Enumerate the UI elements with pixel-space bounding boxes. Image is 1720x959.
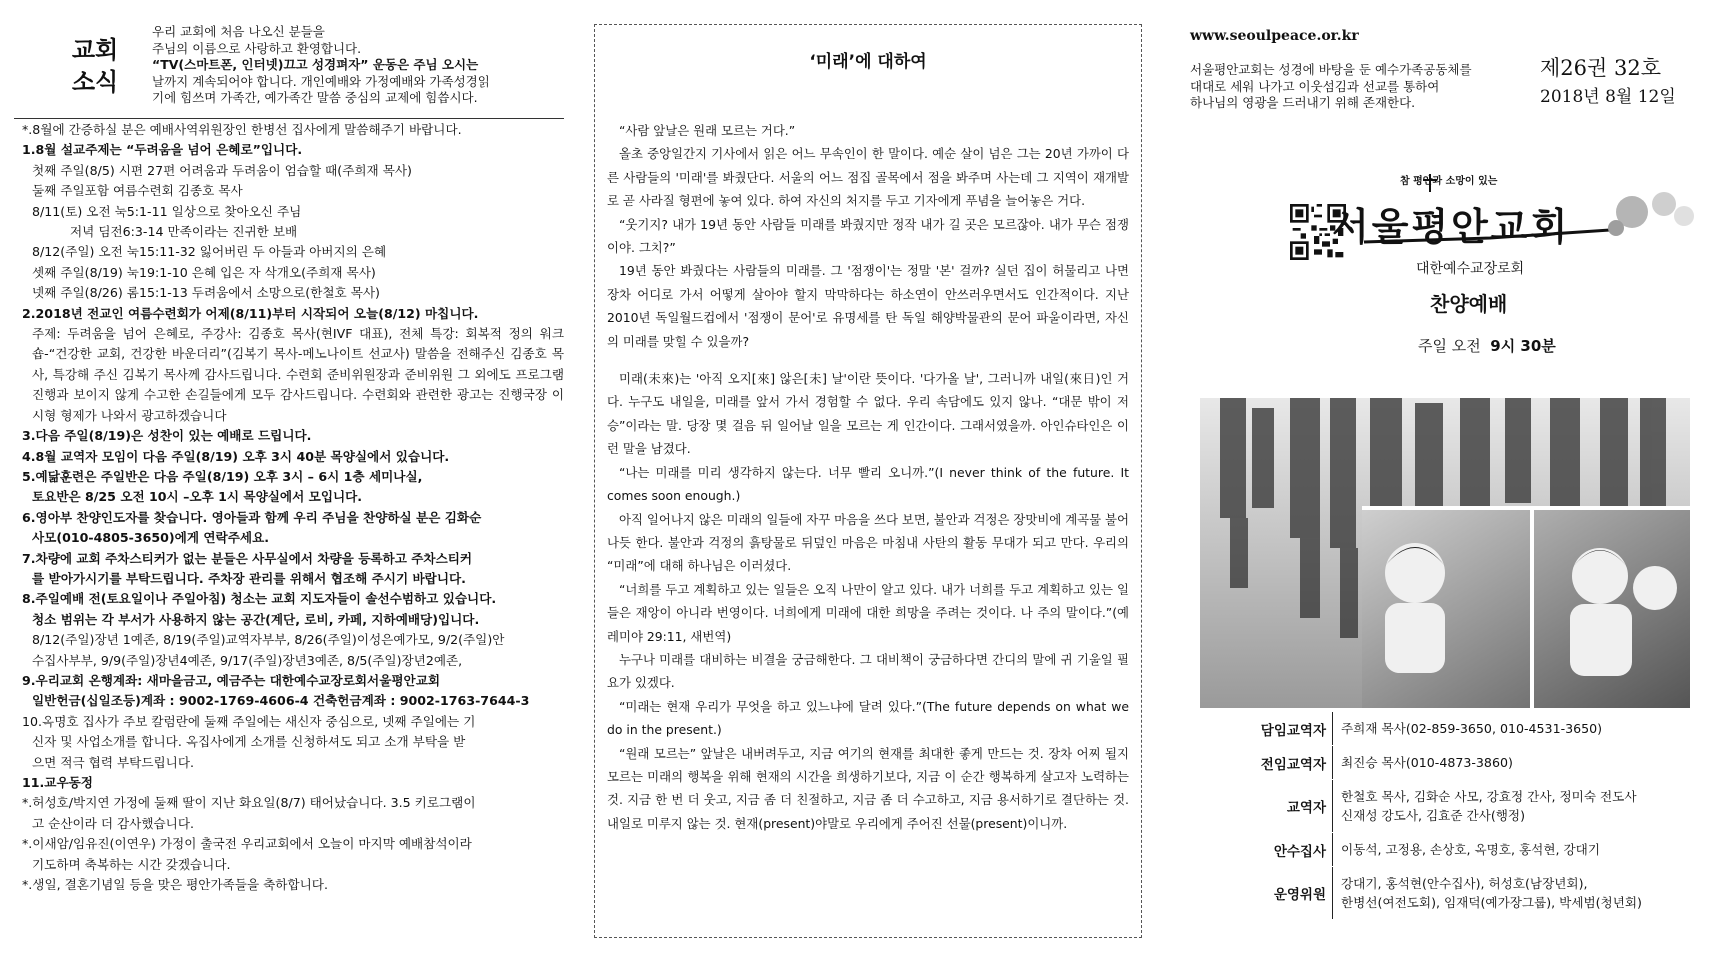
notice-item: 3.다음 주일(8/19)은 성찬이 있는 예배로 드립니다. xyxy=(22,428,312,444)
article-paragraph: 누구나 미래를 대비하는 비결을 궁금해한다. 그 대비책이 궁금하다면 간디의 말에 귀 기울일 필요가 있겠다. xyxy=(607,651,1129,691)
staff-name-line: 한철호 목사, 김화순 사모, 강효정 간사, 정미숙 전도사 xyxy=(1341,789,1637,804)
service-name: 찬양예배 xyxy=(1430,292,1508,316)
welcome-intro: 우리 교회에 처음 나오신 분들을 주님의 이름으로 사랑하고 환영합니다. “TV(스마트폰, 인터넷)끄고 성경펴자” 운동은 주님 오시는 날까지 계속되어야 합니다. 개인예배와 가정예배와 가족성경읽 기에 힘쓰며 가족간, 예가족간 말씀 중심의 교제에 힘씁시다. xyxy=(152,24,490,105)
notice-item: *.이새암/임유진(이연우) 가정이 출국전 우리교회에서 오늘이 마지막 예배참석이라 xyxy=(22,836,472,852)
notice-list xyxy=(22,120,564,895)
article-paragraph: “사람 앞날은 원래 모르는 거다.” xyxy=(619,123,796,138)
notice-item: 넷째 주일(8/26) 롬15:1-13 두려움에서 소망으로(한철호 목사) xyxy=(32,285,380,301)
article-paragraph: 19년 동안 봐줬다는 사람들의 미래를. 그 '점쟁이'는 정말 '본' 걸까? 실던 집이 허물리고 나면 장차 어디로 가서 어떻게 살아야 할지 막막하다는 하소연이 안쓰러우면서도 인간적이다. 지난 2010년 독일월드컵에서 '점쟁이 문어'로 유명세를 탄 독일 해양박물관의 문어 파울이라면, 자신의 미래를 맞힐 수 있을까? xyxy=(607,263,1129,349)
staff-names xyxy=(1332,867,1642,919)
staff-role-label: 교역자 xyxy=(1286,800,1326,816)
article-paragraph: “웃기지? 내가 19년 동안 사람들 미래를 봐줬지만 정작 내가 길 곳은 모르잖아. 내가 무슨 점쟁이야. 그치?” xyxy=(607,216,1129,256)
notice-item: 저녁 딤전6:3-14 만족이라는 진귀한 보배 xyxy=(70,224,298,240)
church-slogan: 참 평안과 소망이 있는 xyxy=(1400,176,1498,187)
website-url[interactable]: www.seoulpeace.or.kr xyxy=(1190,28,1359,44)
article-body xyxy=(607,119,1129,835)
staff-name-line: 주희재 목사(02-859-3650, 010-4531-3650) xyxy=(1341,721,1603,736)
article-title: ‘미래’에 대하여 xyxy=(809,52,927,72)
bulletin-date: 2018년 8월 12일 xyxy=(1540,87,1676,107)
staff-name-line: 한병선(여전도회), 임재덕(예가장그룹), 박세범(청년회) xyxy=(1341,895,1642,910)
notice-item: 청소 범위는 각 부서가 사용하지 않는 공간(계단, 로비, 카페, 지하예배당)입니다. xyxy=(32,611,480,627)
mission-statement: 서울평안교회는 성경에 바탕을 둔 예수가족공동체를 대대로 세워 나가고 이웃섬김과 선교를 통하여 하나님의 영광을 드러내기 위해 존재한다. xyxy=(1190,62,1472,110)
staff-directory xyxy=(1260,712,1690,920)
notice-item: 9.우리교회 온행계좌: 새마을금고, 예금주는 대한예수교장로회서울평안교회 xyxy=(22,672,441,688)
notice-item: 8/12(주일)장년 1예존, 8/19(주일)교역자부부, 8/26(주일)이성은예가모, 9/2(주일)안 xyxy=(32,632,505,648)
notice-item: *.허성호/박지연 가정에 둘째 딸이 지난 화요일(8/7) 태어났습니다. 3.5 키로그램이 xyxy=(22,795,476,811)
staff-row xyxy=(1260,712,1690,746)
church-name: 서울평안교회 xyxy=(1332,205,1571,249)
staff-names xyxy=(1332,712,1602,745)
notice-item: 1.8월 설교주제는 “두려움을 넘어 은혜로”입니다. xyxy=(22,142,303,158)
denomination: 대한예수교장로회 xyxy=(1416,261,1525,277)
notice-item: 를 받아가시기를 부탁드립니다. 주차장 관리를 위해서 협조해 주시기 바랍니다. xyxy=(32,570,466,586)
article-paragraph: “원래 모르는” 앞날은 내버려두고, 지금 여기의 현재를 최대한 좋게 만드는 것. 장차 어찌 될지 모르는 미래의 행복을 위해 현재의 시간을 희생하기보다, 지금 이 순간 행복하게 살고자 노력하는 것. 지금 한 번 더 웃고, 지금 좀 더 친절하고, 지금 좀 더 수고하고, 지금 용서하기로 결단하는 것. 내일로 미루지 않는 것. 현재(present)야말로 우리에게 주어진 선물(present)이니까. xyxy=(607,745,1129,831)
notice-item: 10.옥명호 집사가 주보 칼럼란에 둘째 주일에는 새신자 중심으로, 넷째 주일에는 기 xyxy=(22,713,476,729)
staff-role-label: 전임교역자 xyxy=(1260,756,1326,773)
staff-names xyxy=(1332,780,1637,832)
church-news-title: 교회 소식 xyxy=(71,36,119,96)
notice-item: 8/12(주일) 오전 눅15:11-32 잃어버린 두 아들과 아버지의 은혜 xyxy=(32,244,387,260)
worship-photo xyxy=(1200,398,1690,708)
staff-names xyxy=(1332,746,1513,779)
article-paragraph: 아직 일어나지 않은 미래의 일들에 자꾸 마음을 쓰다 보면, 불안과 걱정은 장맛비에 계곡물 불어나듯 한다. 불안과 걱정의 흙탕물로 뒤덮인 마음은 마침내 사탄의 활동 무대가 되고 만다. 우리의 “미래”에 대해 하나님은 이러셨다. xyxy=(607,511,1129,574)
notice-item: 2.2018년 전교인 여름수련회가 어제(8/11)부터 시작되어 오늘(8/12) 마칩니다. xyxy=(22,305,479,321)
staff-role-label: 안수집사 xyxy=(1273,843,1326,860)
service-time: 주일 오전 9시 30분 xyxy=(1418,337,1556,355)
notice-item: 7.차량에 교회 주차스티커가 없는 분들은 사무실에서 차량을 등록하고 주차스티커 xyxy=(22,550,473,566)
article-paragraph: “미래는 현재 우리가 무엇을 하고 있느냐에 달려 있다.”(The future depends on what we do in the present.) xyxy=(607,698,1129,738)
divider xyxy=(14,118,564,119)
notice-item: 수집사부부, 9/9(주일)장년4예존, 9/17(주일)장년3예존, 8/5(주일)장년2예존, xyxy=(32,652,463,668)
notice-item: 주제: 두려움을 넘어 은혜로, 주강사: 김종호 목사(현IVF 대표), 전체 특강: 회복적 정의 워크숍-“건강한 교회, 건강한 바운더리”(김복기 목사-메노나이트 선교사) 말씀을 전해주신 김종호 목사, 특강해 주신 김복기 목사께 감사드립니다. 수련회 준비위원장과 준비위원 그 외에도 프로그램진행과 보이지 않게 수고한 손길들에게 모두 감사드립니다. 수련회와 관련한 광고는 진행국장 이시형 형제가 나와서 광고하겠습니다 xyxy=(32,326,564,423)
notice-item: 기도하며 축복하는 시간 갖겠습니다. xyxy=(32,856,231,872)
volume-number: 제26권 32호 xyxy=(1540,56,1661,80)
notice-item: 6.영아부 찬양인도자를 찾습니다. 영아들과 함께 우리 주님을 찬양하실 분은 김화순 xyxy=(22,509,482,525)
notice-item: 11.교우동정 xyxy=(22,775,93,790)
notice-item: 일반헌금(십일조등)계좌 : 9002-1769-4606-4 건축헌금계좌 : 9002-1763-7644-3 xyxy=(32,693,530,709)
notice-item: 으면 적극 협력 부탁드립니다. xyxy=(32,754,194,770)
notice-item: 둘째 주일포함 여름수련회 김종호 목사 xyxy=(32,183,243,199)
staff-row xyxy=(1260,833,1690,867)
notice-item: 토요반은 8/25 오전 10시 –오후 1시 목양실에서 모입니다. xyxy=(32,489,363,505)
article-paragraph: 미래(未來)는 '아직 오지[來] 않은[未] 날'이란 뜻이다. '다가올 날', 그러니까 내일(來日)인 거다. 누구도 내일을, 미래를 앞서 가서 경험할 수 없다. 우리 속담에도 있지 않나. “대문 밖이 저승”이라는 말. 당장 몇 걸음 뒤 일어날 일을 모르는 게 인간이다. 그래서였을까. 아인슈타인은 이런 말을 남겼다. xyxy=(607,371,1129,457)
staff-row xyxy=(1260,780,1690,833)
article-paragraph: 올초 중앙일간지 기사에서 읽은 어느 무속인이 한 말이다. 예순 살이 넘은 그는 20년 가까이 다른 사람들의 '미래'를 봐줬단다. 서울의 어느 점집 골목에서 점을 봐주며 사는데 그 지역이 재개발로 곧 사라질 형편에 놓여 있다. 하여 자신의 처지를 두고 기자에게 푸념을 늘어놓은 거다. xyxy=(607,146,1129,209)
staff-name-line: 강대기, 홍석현(안수집사), 허성호(남장년회), xyxy=(1341,876,1588,891)
staff-role-label: 운영위원 xyxy=(1273,887,1326,903)
staff-name-line: 신재성 강도사, 김효준 간사(행정) xyxy=(1341,808,1525,823)
staff-name-line: 최진승 목사(010-4873-3860) xyxy=(1341,755,1513,770)
staff-row xyxy=(1260,867,1690,920)
notice-item: 첫째 주일(8/5) 시편 27편 어려움과 두려움이 엄습할 때(주희재 목사) xyxy=(32,162,412,178)
notice-item: *.8월에 간증하실 분은 예배사역위원장인 한병선 집사에게 말씀해주기 바랍니다. xyxy=(22,122,462,137)
staff-name-line: 이동석, 고정용, 손상호, 옥명호, 홍석현, 강대기 xyxy=(1341,842,1601,857)
article-paragraph: “너희를 두고 계획하고 있는 일들은 오직 나만이 알고 있다. 내가 너희를 두고 계획하고 있는 일들은 재앙이 아니라 번영이다. 너희에게 미래에 대한 희망을 주려는 것이다. 나 주의 말이다.”(예레미야 29:11, 새번역) xyxy=(607,581,1129,644)
notice-item: 셋째 주일(8/19) 눅19:1-10 은혜 입은 자 삭개오(주희재 목사) xyxy=(32,264,376,280)
notice-item: 사모(010-4805-3650)에게 연락주세요. xyxy=(32,530,270,546)
notice-item: 고 순산이라 더 감사했습니다. xyxy=(32,815,194,831)
column-article xyxy=(594,24,1142,938)
staff-role-label: 담임교역자 xyxy=(1260,722,1326,739)
notice-item: *.생일, 결혼기념일 등을 맞은 평안가족들을 축하합니다. xyxy=(22,877,328,893)
notice-item: 8.주일예배 전(토요일이나 주일아침) 청소는 교회 지도자들이 솔선수범하고 있습니다. xyxy=(22,591,497,607)
staff-row xyxy=(1260,746,1690,780)
notice-item: 신자 및 사업소개를 합니다. 옥집사에게 소개를 신청하셔도 되고 소개 부탁을 받 xyxy=(32,734,466,750)
notice-item: 4.8월 교역자 모임이 다음 주일(8/19) 오후 3시 40분 목양실에서 있습니다. xyxy=(22,448,450,464)
notice-item: 8/11(토) 오전 눅5:1-11 일상으로 찾아오신 주님 xyxy=(32,203,302,219)
article-paragraph: “나는 미래를 미리 생각하지 않는다. 너무 빨리 오니까.”(I never think of the future. It comes soon enough.) xyxy=(607,464,1129,504)
staff-names xyxy=(1332,833,1600,866)
notice-item: 5.예닮훈련은 주일반은 다음 주일(8/19) 오후 3시 – 6시 1층 세미나실, xyxy=(22,468,423,484)
